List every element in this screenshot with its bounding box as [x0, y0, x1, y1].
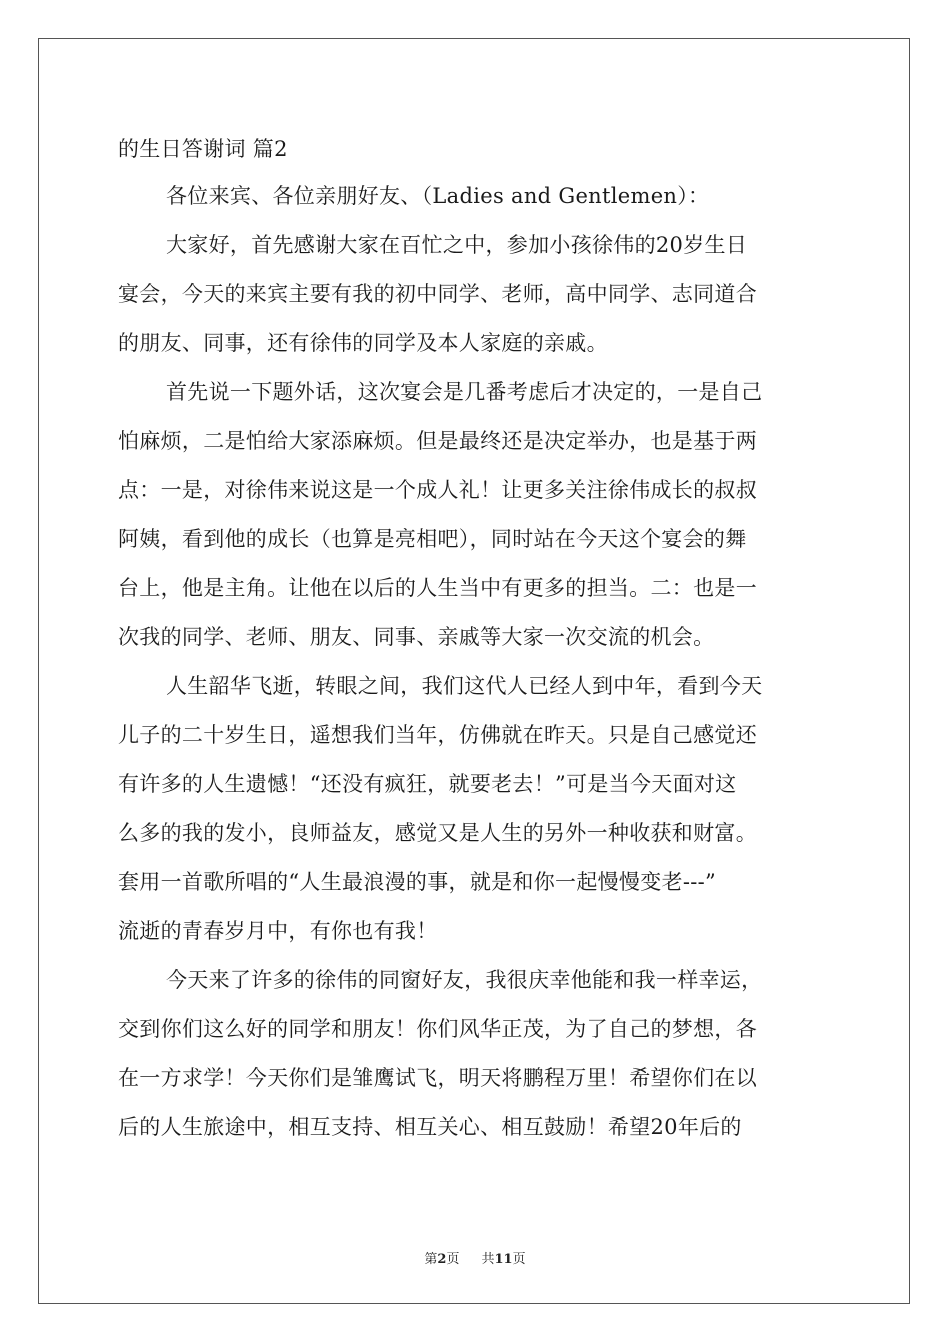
- text-line: 么多的我的发小，良师益友，感觉又是人生的另外一种收获和财富。: [118, 821, 757, 845]
- total-pages: 11: [494, 1252, 513, 1267]
- page-number: 2: [437, 1252, 447, 1267]
- paragraph-lines: [118, 172, 834, 1152]
- text-line: 宴会，今天的来宾主要有我的初中同学、老师，高中同学、志同道合: [118, 282, 757, 306]
- text-line: 怕麻烦，二是怕给大家添麻烦。但是最终还是决定举办，也是基于两: [118, 429, 757, 453]
- text-line: 各位来宾、各位亲朋好友、（Ladies and Gentlemen）：: [166, 184, 710, 208]
- page-suffix: 页: [446, 1252, 460, 1267]
- text-line: 今天来了许多的徐伟的同窗好友，我很庆幸他能和我一样幸运，: [166, 968, 763, 992]
- section-heading: 的生日答谢词 篇2: [118, 137, 288, 161]
- document-body: [118, 126, 834, 1152]
- total-prefix: 共: [481, 1252, 495, 1267]
- text-line: 后的人生旅途中，相互支持、相互关心、相互鼓励！希望20年后的: [118, 1115, 742, 1139]
- text-line: 的朋友、同事，还有徐伟的同学及本人家庭的亲戚。: [118, 331, 608, 355]
- text-line: 阿姨，看到他的成长（也算是亮相吧），同时站在今天这个宴会的舞: [118, 527, 747, 551]
- text-line: 在一方求学！今天你们是雏鹰试飞，明天将鹏程万里！希望你们在以: [118, 1066, 757, 1090]
- text-line: 大家好，首先感谢大家在百忙之中，参加小孩徐伟的20岁生日: [166, 233, 748, 257]
- text-line: 点：一是，对徐伟来说这是一个成人礼！让更多关注徐伟成长的叔叔: [118, 478, 757, 502]
- text-line: 台上，他是主角。让他在以后的人生当中有更多的担当。二：也是一: [118, 576, 757, 600]
- text-line: 次我的同学、老师、朋友、同事、亲戚等大家一次交流的机会。: [118, 625, 715, 649]
- total-suffix: 页: [512, 1252, 526, 1267]
- text-line: 套用一首歌所唱的“人生最浪漫的事，就是和你一起慢慢变老---”: [118, 870, 717, 894]
- text-line: 首先说一下题外话，这次宴会是几番考虑后才决定的，一是自己: [166, 380, 763, 404]
- page-prefix: 第: [424, 1252, 438, 1267]
- text-line: 流逝的青春岁月中，有你也有我！: [118, 919, 438, 943]
- page-footer: [0, 1248, 950, 1267]
- text-line: 交到你们这么好的同学和朋友！你们风华正茂，为了自己的梦想，各: [118, 1017, 757, 1041]
- text-line: 有许多的人生遗憾！“还没有疯狂，就要老去！”可是当今天面对这: [118, 772, 737, 796]
- text-line: 儿子的二十岁生日，遥想我们当年，仿佛就在昨天。只是自己感觉还: [118, 723, 757, 747]
- text-line: 人生韶华飞逝，转眼之间，我们这代人已经人到中年，看到今天: [166, 674, 763, 698]
